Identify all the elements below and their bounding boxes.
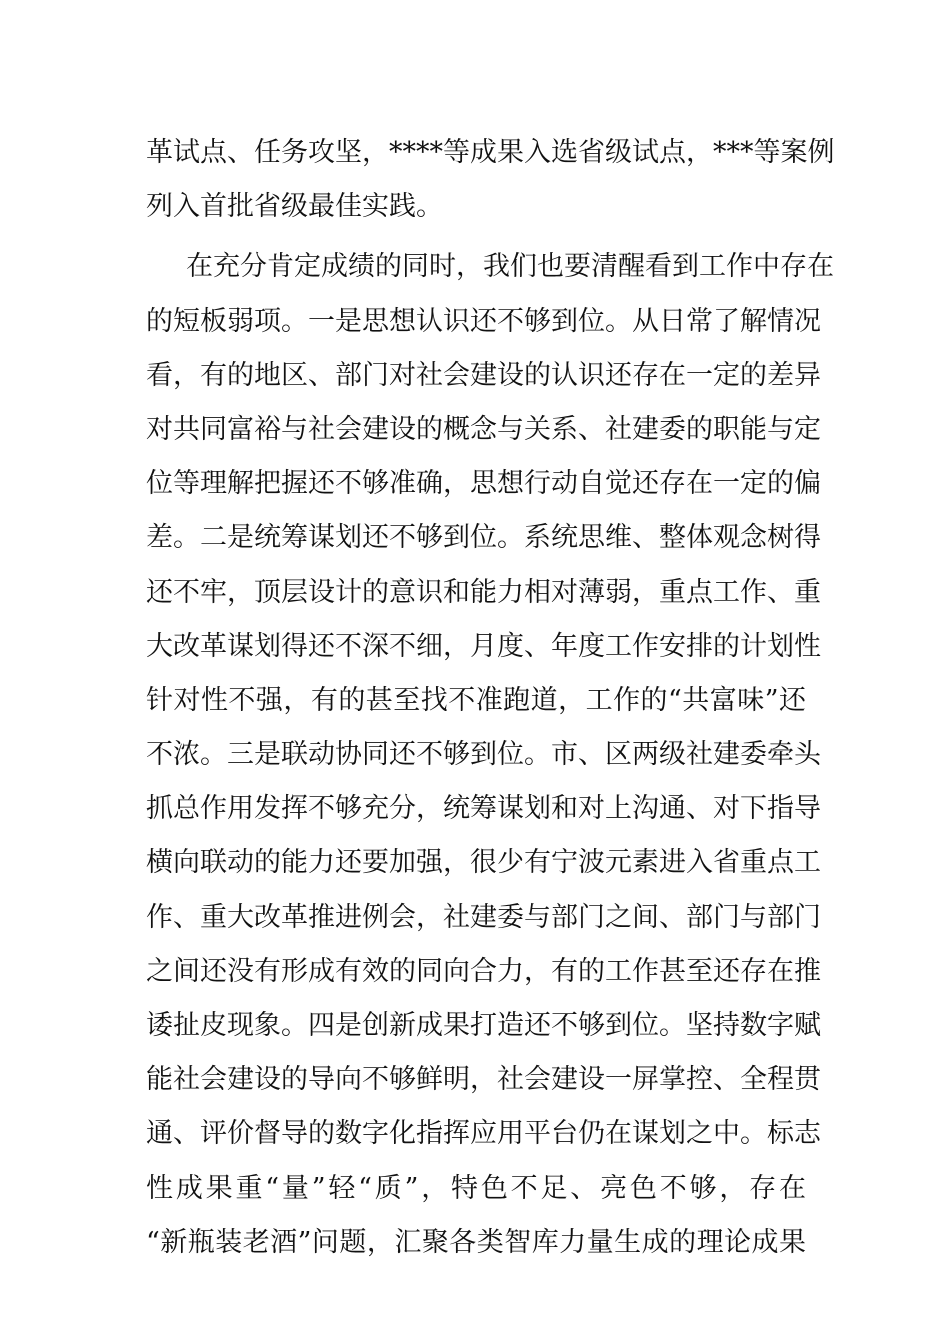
text-line: 还不牢，顶层设计的意识和能力相对薄弱，重点工作、重 <box>146 576 821 608</box>
text-line: 的短板弱项。一是思想认识还不够到位。从日常了解情况 <box>146 305 821 337</box>
text-line: 横向联动的能力还要加强，很少有宁波元素进入省重点工 <box>146 847 821 879</box>
text-line: 大改革谋划得还不深不细，月度、年度工作安排的计划性 <box>146 630 821 662</box>
text-line: 不浓。三是联动协同还不够到位。市、区两级社建委牵头 <box>146 739 821 771</box>
text-line: 之间还没有形成有效的同向合力，有的工作甚至还存在推 <box>146 955 821 987</box>
text-line: 诿扯皮现象。四是创新成果打造还不够到位。坚持数字赋 <box>146 1010 821 1041</box>
text-line: 作、重大改革推进例会，社建委与部门之间、部门与部门 <box>146 901 821 933</box>
text-line: 通、评价督导的数字化指挥应用平台仍在谋划之中。标志 <box>146 1118 821 1150</box>
text-line: 位等理解把握还不够准确，思想行动自觉还存在一定的偏 <box>146 468 821 500</box>
text-line: 对共同富裕与社会建设的概念与关系、社建委的职能与定 <box>146 413 821 445</box>
paragraph-shortcomings <box>146 240 834 1270</box>
text-line: 抓总作用发挥不够充分，统筹谋划和对上沟通、对下指导 <box>146 793 821 825</box>
text-line: 能社会建设的导向不够鲜明，社会建设一屏掌控、全程贯 <box>146 1064 821 1096</box>
paragraph-continued <box>146 126 835 234</box>
text-line: 性成果重“量”轻“质”，特色不足、亮色不够，存在 <box>146 1172 806 1204</box>
text-line: 革试点、任务攻坚，****等成果入选省级试点，***等案例 <box>146 137 835 168</box>
text-line: “新瓶装老酒”问题，汇聚各类智库力量生成的理论成果 <box>146 1226 806 1258</box>
document-body <box>146 126 835 1270</box>
text-line: 列入首批省级最佳实践。 <box>146 191 443 223</box>
text-line: 针对性不强，有的甚至找不准跑道，工作的“共富味”还 <box>146 684 806 716</box>
text-line: 在充分肯定成绩的同时，我们也要清醒看到工作中存在 <box>186 251 834 283</box>
text-line: 看，有的地区、部门对社会建设的认识还存在一定的差异 <box>146 359 821 391</box>
text-line: 差。二是统筹谋划还不够到位。系统思维、整体观念树得 <box>146 522 821 554</box>
